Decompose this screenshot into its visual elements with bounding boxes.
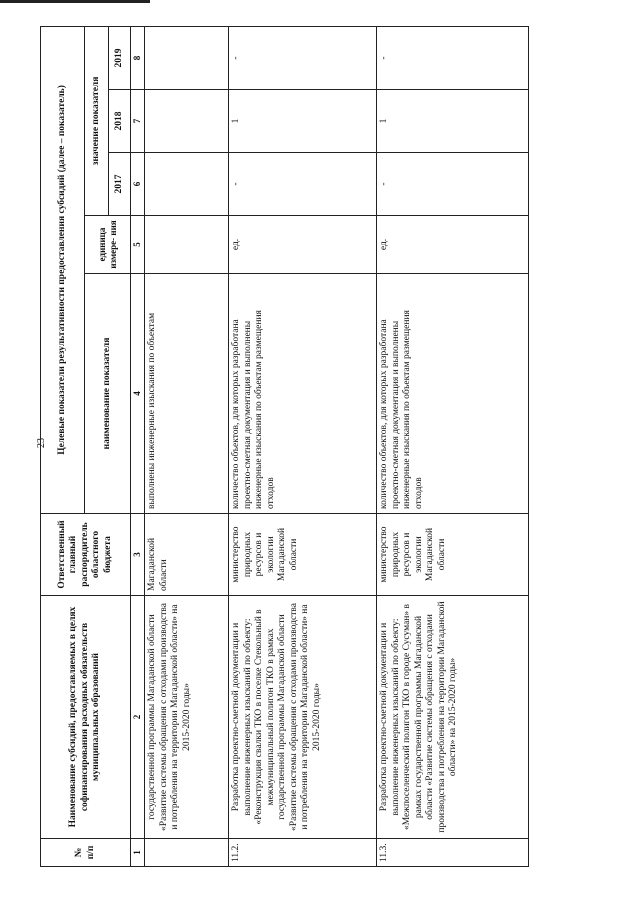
header-name: Наименование субсидий, предоставляемых в целях софинансирования расходных обязательств муниципальных образований [41, 596, 131, 839]
col-number: 7 [131, 90, 145, 153]
header-value: значение показателя [85, 26, 109, 215]
subsidy-table [40, 26, 529, 867]
top-rule [0, 0, 150, 3]
header-indicator-name: наименование показателя [85, 274, 131, 514]
row-name: государственной программы Магаданской области «Развитие системы обращения с отходами производства и потребления на территории Магаданской области» на 2015-2020 годы» [144, 596, 228, 839]
col-number: 5 [131, 216, 145, 274]
row-indicator: выполнены инженерные изыскания по объектам [144, 274, 228, 514]
row-responsible: министерство природных ресурсов и экологии Магаданской области [376, 514, 528, 596]
row-2017 [144, 153, 228, 216]
row-unit: ед. [376, 216, 528, 274]
row-2018: 1 [376, 90, 528, 153]
row-name: Разработка проектно-сметной документации и выполнение инженерных изысканий по объекту: «Реконструкция свалки ТКО в поселке Стекольный в межмуниципальный полигон ТКО в рамках государственной программы Магаданской области «Развитие системы обращения с отходами производства и потребления на территории Магаданской области» на 2015-2020 годы» [228, 596, 376, 839]
row-num [144, 839, 228, 867]
table-row [228, 26, 376, 866]
row-name: Разработка проектно-сметной документации и выполнение инженерных изысканий по объекту: «Межпоселенческий полигон ТКО в городе Сусуман» в рамках государственной программы Магаданской области «Развитие системы обращения с отходами производства и потребления на территории Магаданской области» на 2015-2020 годы» [376, 596, 528, 839]
row-unit: ед. [228, 216, 376, 274]
col-number: 8 [131, 26, 145, 89]
col-number: 6 [131, 153, 145, 216]
row-2019 [144, 26, 228, 89]
row-2019: - [376, 26, 528, 89]
column-numbers-row [131, 26, 145, 866]
header-targets: Целевые показатели результативности предоставления субсидий (далее – показатель) [41, 26, 85, 513]
table-row [376, 26, 528, 866]
row-2017: - [228, 153, 376, 216]
col-number: 3 [131, 514, 145, 596]
row-num: 11.2. [228, 839, 376, 867]
row-2018 [144, 90, 228, 153]
row-indicator: количество объектов, для которых разработана проектно-сметная документация и выполнены инженерные изыскания по объектам размещения отходов [228, 274, 376, 514]
row-responsible: министерство природных ресурсов и экологии Магаданской области [228, 514, 376, 596]
header-year-2019: 2019 [109, 26, 131, 89]
row-num: 11.3. [376, 839, 528, 867]
page-number: 23 [36, 438, 47, 448]
row-2018: 1 [228, 90, 376, 153]
col-number: 1 [131, 839, 145, 867]
col-number: 2 [131, 596, 145, 839]
row-indicator: количество объектов, для которых разработана проектно-сметная документация и выполнены инженерные изыскания по объектам размещения отходов [376, 274, 528, 514]
rotated-table-wrapper [40, 27, 600, 867]
header-unit: единица измере- ния [85, 216, 131, 274]
header-responsible: Ответственный главный распорядитель областного бюджета [41, 514, 131, 596]
row-2019: - [228, 26, 376, 89]
header-num: № п/п [41, 839, 131, 867]
row-2017: - [376, 153, 528, 216]
table-row [144, 26, 228, 866]
row-unit [144, 216, 228, 274]
header-year-2017: 2017 [109, 153, 131, 216]
col-number: 4 [131, 274, 145, 514]
header-year-2018: 2018 [109, 90, 131, 153]
row-responsible: Магаданской области [144, 514, 228, 596]
